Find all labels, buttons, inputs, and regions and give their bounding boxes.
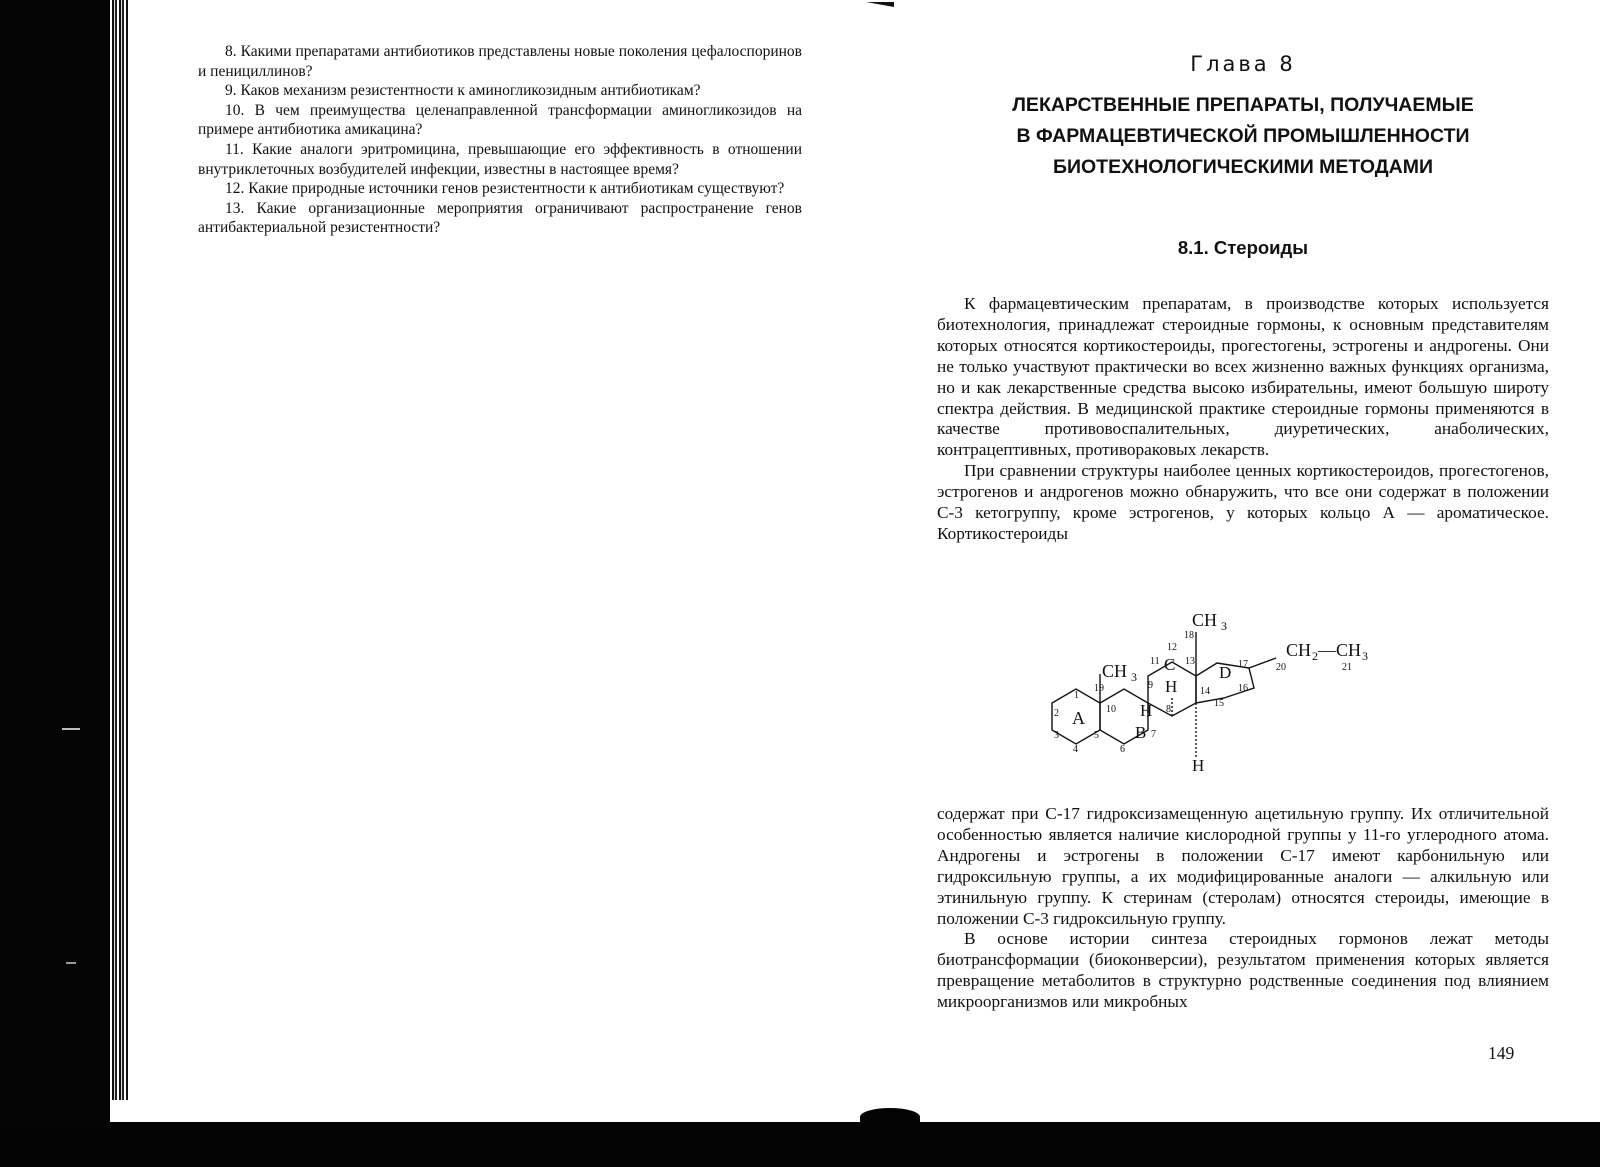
binding-mark bbox=[66, 962, 76, 964]
page-number: 149 bbox=[1488, 1043, 1515, 1063]
scan-artifact-top bbox=[866, 2, 894, 7]
question-11: 11. Какие аналоги эритромицина, превышающие его эффективность в отношении внутриклеточных возбудителей инфекции, известны в настоящее время? bbox=[198, 140, 802, 178]
side-chain-ch3: CH bbox=[1336, 640, 1362, 660]
bond-side-chain bbox=[1249, 658, 1276, 668]
chapter-title-line: ЛЕКАРСТВЕННЫЕ ПРЕПАРАТЫ, ПОЛУЧАЕМЫЕ bbox=[1012, 94, 1474, 116]
side-chain-ch3-subscript: 3 bbox=[1362, 649, 1368, 663]
ring-label-c: C bbox=[1164, 655, 1176, 674]
atom-number: 16 bbox=[1238, 683, 1248, 694]
methyl-18-label: CH bbox=[1192, 610, 1218, 630]
atom-number: 13 bbox=[1185, 656, 1195, 667]
ring-label-b: B bbox=[1135, 723, 1147, 742]
page-edge-stripes bbox=[110, 0, 128, 1100]
atom-number: 5 bbox=[1094, 730, 1099, 741]
atom-number: 8 bbox=[1166, 704, 1171, 715]
section-title: 8.1. Стероиды bbox=[1177, 237, 1309, 258]
methyl-19-subscript: 3 bbox=[1131, 670, 1137, 684]
paragraph: содержат при С-17 гидроксизамещенную ацетильную группу. Их отличительной особенностью является наличие кислородной группы у 11-го углеродного атома. Андрогены и эстрогены в положении С-17 имеют карбонильную или гидроксильную группы, а их модифицированные аналоги — алкильную или этинильную группу. К стеринам (стеролам) относятся стероиды, имеющие в положении С-3 гидроксильную группу. bbox=[937, 804, 1549, 928]
chapter-title-line: БИОТЕХНОЛОГИЧЕСКИМИ МЕТОДАМИ bbox=[1052, 156, 1433, 178]
atom-number: 15 bbox=[1214, 698, 1224, 709]
atom-number: 9 bbox=[1148, 680, 1153, 691]
body-text-top bbox=[937, 294, 1549, 545]
question-13: 13. Какие организационные мероприятия ограничивают распространение генов антибактериальной резистентности? bbox=[198, 199, 802, 237]
side-chain-dash: — bbox=[1318, 640, 1336, 660]
question-12: 12. Какие природные источники генов резистентности к антибиотикам существуют? bbox=[225, 180, 785, 198]
atom-number: 11 bbox=[1150, 656, 1160, 667]
atom-number: 20 bbox=[1276, 662, 1286, 673]
question-9: 9. Каков механизм резистентности к аминогликозидным антибиотикам? bbox=[225, 82, 701, 100]
atom-number: 21 bbox=[1342, 662, 1352, 673]
methyl-18-subscript: 3 bbox=[1221, 619, 1227, 633]
atom-number: 4 bbox=[1073, 744, 1078, 755]
question-8: 8. Какими препаратами антибиотиков представлены новые поколения цефалоспоринов и пенициллинов? bbox=[198, 43, 802, 80]
paragraph: К фармацевтическим препаратам, в производстве которых используется биотехнология, принадлежат стероидные гормоны, к основным представителям которых относятся кортикостероиды, прогестогены, эстрогены и андрогены. Они не только участвуют практически во всех жизненно важных функциях организма, но и как лекарственные средства высоко избирательны, имеют большую широту спектра действия. В медицинской практике стероидные гормоны применяются в качестве противовоспалительных, диуретических, анаболических, контрацептивных, противораковых лекарств. bbox=[937, 294, 1549, 460]
paragraph: При сравнении структуры наиболее ценных кортикостероидов, прогестогенов, эстрогенов и андрогенов можно обнаружить, что все они содержат в положении С-3 кетогруппу, кроме эстрогенов, у которых кольцо А — ароматическое. Кортикостероиды bbox=[937, 461, 1549, 543]
steroid-skeleton-diagram bbox=[1052, 606, 1412, 774]
chapter-title bbox=[937, 90, 1549, 183]
atom-number: 3 bbox=[1054, 730, 1059, 741]
atom-number: 7 bbox=[1151, 729, 1156, 740]
atom-number: 1 bbox=[1074, 690, 1079, 701]
body-text-bottom bbox=[937, 804, 1549, 1013]
hydrogen-14: H bbox=[1192, 756, 1205, 775]
atom-number: 19 bbox=[1094, 683, 1104, 694]
atom-number: 2 bbox=[1054, 708, 1059, 719]
side-chain-ch2: CH bbox=[1286, 640, 1312, 660]
scan-bottom-shadow bbox=[0, 1122, 1600, 1167]
chapter-title-line: В ФАРМАЦЕВТИЧЕСКОЙ ПРОМЫШЛЕННОСТИ bbox=[1016, 125, 1470, 147]
question-10: 10. В чем преимущества целенаправленной трансформации аминогликозидов на примере антибиотика амикацина? bbox=[198, 101, 802, 139]
right-page bbox=[937, 52, 1549, 545]
atom-number: 17 bbox=[1238, 659, 1248, 670]
ring-label-d: D bbox=[1219, 663, 1232, 682]
left-page bbox=[198, 42, 802, 238]
binding-mark bbox=[62, 728, 80, 730]
methyl-19-label: CH bbox=[1102, 661, 1128, 681]
hydrogen-9: H bbox=[1140, 701, 1153, 720]
atom-number: 12 bbox=[1167, 642, 1177, 653]
steroid-structure-figure bbox=[1052, 606, 1412, 774]
scan-bottom-bump bbox=[860, 1108, 920, 1126]
paragraph: В основе истории синтеза стероидных гормонов лежат методы биотрансформации (биоконверсии), результатом применения которых является превращение метаболитов в структурно родственные соединения под влиянием микроорганизмов или микробных bbox=[937, 929, 1549, 1012]
atom-number: 14 bbox=[1200, 686, 1210, 697]
chapter-label: Глава 8 bbox=[1190, 52, 1296, 76]
side-chain-ch2-subscript: 2 bbox=[1312, 649, 1318, 663]
hydrogen-8: H bbox=[1165, 677, 1178, 696]
atom-number: 6 bbox=[1120, 744, 1125, 755]
ring-label-a: A bbox=[1072, 708, 1085, 728]
book-binding-shadow bbox=[0, 0, 110, 1167]
atom-number: 10 bbox=[1106, 704, 1116, 715]
atom-number: 18 bbox=[1184, 630, 1194, 641]
